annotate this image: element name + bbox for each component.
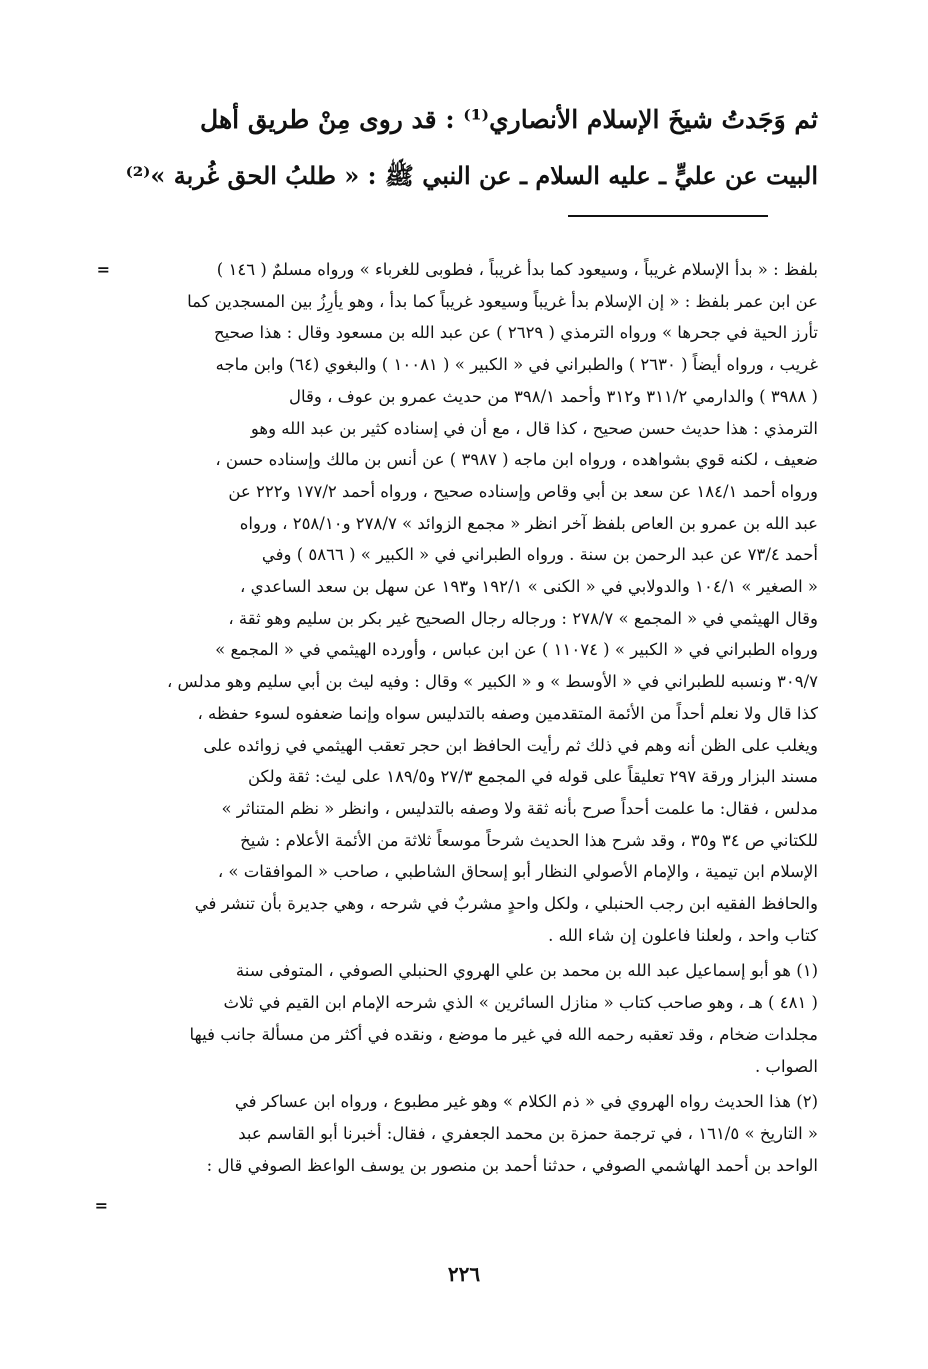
footnote-line: كتاب واحد ، ولعلنا فاعلون إن شاء الله .	[548, 925, 818, 945]
footnote-line: ويغلب على الظن أنه وهم في ذلك ثم رأيت الحافظ ابن حجر تعقب الهيثمي في زوائده على	[203, 735, 818, 755]
footnote-1	[110, 955, 818, 1082]
footnote-line: كذا قال ولا نعلم أحداً من الأئمة المتقدمين وصفه بالتدليس سواه وإنما ضعفوه لسوء حفظه ،	[197, 703, 818, 723]
continuation-mark-end: =	[94, 1196, 108, 1215]
footnote-line: الترمذي : هذا حديث حسن صحيح ، كذا قال ، مع أن في إسناده كثير بن عبد الله وهو	[250, 418, 818, 438]
footnote-line: (٢) هذا الحديث رواه الهروي في « ذم الكلام » وهو غير مطبوع ، ورواه ابن عساكر في	[234, 1092, 818, 1112]
footnote-line: مجلدات ضخام ، وقد تعقبه رحمه الله في غير ما موضع ، ونقده في أكثر من مسألة جانب فيها	[189, 1024, 818, 1044]
footnote-line: للكتاني ص ٣٤ و٣٥ ، وقد شرح هذا الحديث شرحاً موسعاً ثلاثة من الأئمة الأعلام : شيخ	[240, 830, 818, 850]
main-text-line: ثم وَجَدتُ شيخَ الإسلام الأنصاري⁽¹⁾ : قد روى مِنْ طريق أهل	[200, 105, 818, 134]
footnote-line: ٣٠٩/٧ ونسبه للطبراني في « الأوسط » و « الكبير » وقال : وفيه ليث بن أبي سليم وهو مدلس ،	[166, 672, 818, 692]
footnote-line: الواحد بن أحمد الهاشمي الصوفي ، حدثنا أحمد بن منصور بن يوسف الواعظ الصوفي قال :	[206, 1155, 818, 1175]
footnote-line: غريب ، ورواه أيضاً ( ٢٦٣٠ ) والطبراني في « الكبير » ( ١٠٠٨١ ) والبغوي (٦٤) وابن ماجه	[215, 355, 818, 375]
footnote-line: والحافظ الفقيه ابن رجب الحنبلي ، ولكل واحدٍ مشربٌ في شرحه ، وهي جديرة بأن تنشر في	[194, 894, 818, 914]
footnote-line: بلفظ : « بدأ الإسلام غريباً ، وسيعود كما بدأ غريباً ، فطوبى للغرباء » ورواه مسلمٌ ( ١٤٦ )	[216, 260, 818, 279]
footnote-line: « التاريخ » ١٦١/٥ ، في ترجمة حمزة بن محمد الجعفري ، فقال: أخبرنا أبو القاسم عبد	[238, 1123, 818, 1143]
footnote-separator	[568, 215, 768, 217]
footnote-line: عبد الله بن عمرو بن العاص بلفظ آخر انظر « مجمع الزوائد » ٢٧٨/٧ و٢٥٨/١٠ ، ورواه	[239, 513, 818, 533]
footnote-line: تأرز الحية في جحرها » ورواه الترمذي ( ٢٦٢٩ ) عن عبد الله بن مسعود وقال : هذا صحيح	[213, 323, 818, 343]
footnote-line: وقال الهيثمي في « المجمع » ٢٧٨/٧ : ورجاله رجال الصحيح غير بكر بن سليم وهو ثقة ،	[228, 608, 818, 628]
footnote-line: ورواه الطبراني في « الكبير » ( ١١٠٧٤ ) عن ابن عباس ، وأورده الهيثمي في « المجمع »	[215, 640, 818, 660]
footnote-line: (١) هو أبو إسماعيل عبد الله بن محمد بن علي الهروي الحنبلي الصوفي ، المتوفى سنة	[235, 961, 818, 981]
footnote-line: ورواه أحمد ١٨٤/١ عن سعد بن أبي وقاص وإسناده صحيح ، ورواه أحمد ١٧٧/٢ و٢٢٢ عن	[228, 481, 818, 501]
main-text-line: البيت عن عليٍّ ـ عليه السلام ـ عن النبي ﷺ : « طلبُ الحق غُربة »⁽²⁾	[125, 161, 818, 190]
footnote-2	[110, 1086, 818, 1181]
main-text	[118, 92, 818, 204]
page-number: ٢٢٦	[447, 1262, 481, 1286]
footnote-line: « الصغير » ١٠٤/١ والدولابي في « الكنى » ١٩٢/١ و١٩٣ عن سهل بن سعد الساعدي ،	[240, 577, 818, 597]
footnote-line: ( ٤٨١ ) هـ ، وهو صاحب كتاب « منازل السائرين » الذي شرحه الإمام ابن القيم في ثلاث	[223, 993, 818, 1013]
footnote-line: ( ٣٩٨٨ ) والدارمي ٣١١/٢ و٣١٢ وأحمد ٣٩٨/١ من حديث عمرو بن عوف ، وقال	[288, 386, 818, 406]
footnote-line: الصواب .	[754, 1056, 818, 1076]
footnotes	[110, 254, 818, 1181]
footnote-line: ضعيف ، لكنه قوي بشواهده ، ورواه ابن ماجه ( ٣٩٨٧ ) عن أنس بن مالك وإسناده حسن ،	[215, 450, 818, 470]
footnote-line: عن ابن عمر بلفظ : « إن الإسلام بدأ غريباً وسيعود غريباً كما بدأ ، وهو يأرِزُ بين المسجدين كما	[187, 291, 818, 311]
footnote-line: مدلس ، فقال: ما علمت أحداً صرح بأنه ثقة ولا وصفه بالتدليس ، وانظر « نظم المتناثر »	[221, 798, 818, 818]
footnote-line: أحمد ٧٣/٤ عن عبد الرحمن بن سنة . ورواه الطبراني في « الكبير » ( ٥٨٦٦ ) وفي	[261, 545, 818, 565]
footnote-continued	[110, 254, 818, 951]
continuation-mark-start: =	[96, 260, 110, 279]
footnote-line: مسند البزار ورقة ٢٩٧ تعليقاً على قوله في المجمع ٢٧/٣ و١٨٩/٥ على ليث: ثقة ولكن	[247, 767, 818, 787]
footnote-line: الإسلام ابن تيمية ، والإمام الأصولي النظار أبو إسحاق الشاطبي ، صاحب « الموافقات » ،	[217, 862, 818, 882]
